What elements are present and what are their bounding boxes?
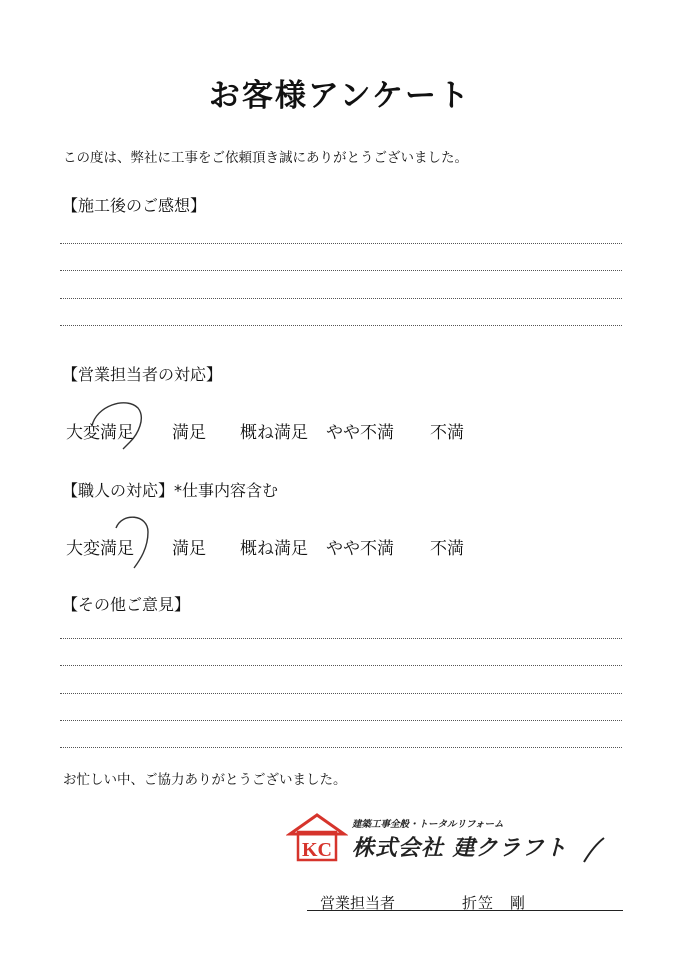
signature-underline	[307, 910, 623, 911]
sales-rep-name: 折笠 剛	[462, 894, 527, 912]
section-heading-craftsmen: 【職人の対応】*仕事内容含む	[62, 481, 279, 500]
page-title: お客様アンケート	[208, 78, 472, 114]
handwritten-circle-mark	[86, 394, 146, 450]
logo-mark-text: KC	[302, 839, 332, 861]
answer-line	[60, 270, 622, 271]
sales-rep-label: 営業担当者	[320, 894, 396, 912]
intro-text: この度は、弊社に工事をご依頼頂き誠にありがとうございました。	[63, 150, 468, 166]
rating-option-very-satisfied[interactable]: 大変満足	[66, 423, 134, 443]
section-heading-impressions: 【施工後のご感想】	[62, 196, 207, 215]
rating-option-somewhat-dissatisfied[interactable]: やや不満	[326, 539, 394, 559]
answer-line	[60, 720, 622, 721]
rating-option-mostly-satisfied[interactable]: 概ね満足	[240, 539, 308, 559]
rating-option-very-satisfied[interactable]: 大変満足	[66, 539, 134, 559]
answer-line	[60, 325, 622, 326]
section-heading-other-comments: 【その他ご意見】	[62, 595, 191, 614]
company-name: 株式会社 建クラフト	[352, 836, 568, 861]
closing-text: お忙しい中、ご協力ありがとうございました。	[63, 772, 347, 788]
rating-option-satisfied[interactable]: 満足	[172, 423, 206, 443]
rating-option-mostly-satisfied[interactable]: 概ね満足	[240, 423, 308, 443]
section-heading-sales-rep: 【営業担当者の対応】	[62, 365, 223, 384]
rating-option-satisfied[interactable]: 満足	[172, 539, 206, 559]
rating-option-dissatisfied[interactable]: 不満	[430, 423, 464, 443]
answer-line	[60, 243, 622, 244]
answer-line	[60, 665, 622, 666]
logo-swoosh-icon	[580, 836, 606, 864]
handwritten-circle-mark	[102, 508, 154, 570]
answer-line	[60, 298, 622, 299]
rating-option-dissatisfied[interactable]: 不満	[430, 539, 464, 559]
company-house-logo-icon	[286, 812, 348, 862]
answer-line	[60, 638, 622, 639]
rating-option-somewhat-dissatisfied[interactable]: やや不満	[326, 423, 394, 443]
answer-line	[60, 693, 622, 694]
company-tagline: 建築工事全般・トータルリフォーム	[352, 819, 504, 830]
answer-line	[60, 747, 622, 748]
